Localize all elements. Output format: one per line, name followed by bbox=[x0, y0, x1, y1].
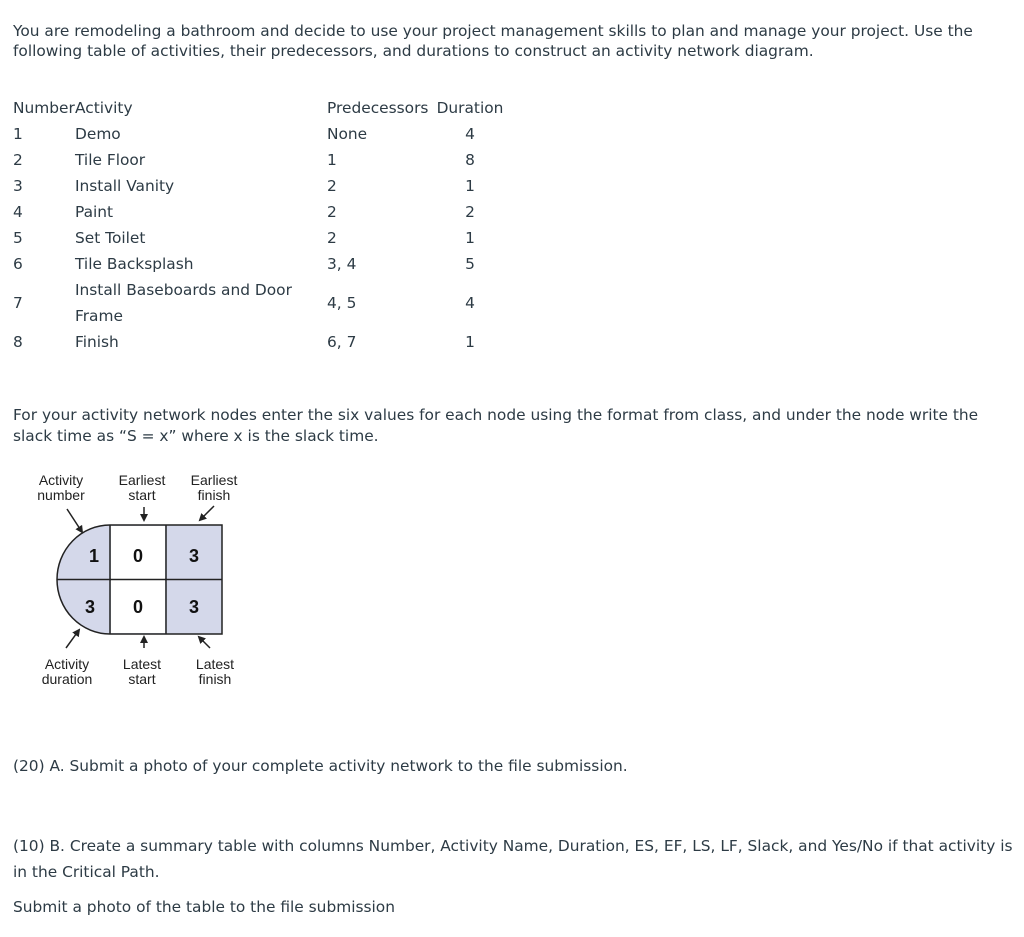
cell-number: 3 bbox=[13, 177, 23, 195]
value-latest-finish: 3 bbox=[188, 597, 200, 617]
cell-activity: Finish bbox=[75, 333, 119, 351]
label-earliest-start: Earliest start bbox=[118, 472, 166, 503]
cell-duration: 1 bbox=[465, 177, 475, 195]
node-format-diagram bbox=[30, 468, 250, 690]
cell-number: 7 bbox=[13, 294, 23, 312]
cell-activity bbox=[75, 277, 327, 329]
cell-activity: Tile Backsplash bbox=[75, 255, 194, 273]
label-earliest-finish: Earliest finish bbox=[190, 472, 238, 503]
cell-duration: 5 bbox=[465, 255, 475, 273]
cell-predecessors: 4, 5 bbox=[327, 294, 357, 312]
cell-activity: Install Vanity bbox=[75, 177, 175, 195]
cell-predecessors: 2 bbox=[327, 177, 337, 195]
header-duration: Duration bbox=[436, 99, 504, 117]
part-b-text: (10) B. Create a summary table with columns Number, Activity Name, Duration, ES, EF, LS, LF, Slack, and Yes/No if that activity is in the Critical Path. bbox=[13, 837, 1013, 881]
arrow-earliest-finish bbox=[200, 506, 214, 520]
cell-predecessors: 2 bbox=[327, 203, 337, 221]
cell-number: 1 bbox=[13, 125, 23, 143]
label-activity-number: Activity number bbox=[37, 472, 85, 503]
value-earliest-start: 0 bbox=[132, 546, 144, 566]
activities-table bbox=[13, 95, 504, 355]
cell-duration: 1 bbox=[465, 229, 475, 247]
value-latest-start: 0 bbox=[132, 597, 144, 617]
cell-activity: Demo bbox=[75, 125, 121, 143]
table-row bbox=[13, 329, 504, 355]
cell-duration: 8 bbox=[465, 151, 475, 169]
cell-predecessors: 6, 7 bbox=[327, 333, 357, 351]
instructions-paragraph: For your activity network nodes enter the six values for each node using the format from class, and under the node write the slack time as “S = x” where x is the slack time. bbox=[13, 406, 979, 445]
table-header-row bbox=[13, 95, 504, 121]
cell-predecessors: 1 bbox=[327, 151, 337, 169]
table-row bbox=[13, 147, 504, 173]
table-row bbox=[13, 121, 504, 147]
header-activity: Activity bbox=[75, 99, 133, 117]
header-number: Number bbox=[13, 99, 75, 117]
table-row bbox=[13, 225, 504, 251]
table-row bbox=[13, 277, 504, 329]
cell-predecessors: 3, 4 bbox=[327, 255, 357, 273]
label-activity-duration: Activity duration bbox=[41, 656, 93, 687]
cell-duration: 4 bbox=[465, 125, 475, 143]
table-row bbox=[13, 173, 504, 199]
activity-text: Install Baseboards and Door Frame bbox=[75, 281, 292, 325]
arrow-activity-number bbox=[67, 509, 82, 532]
cell-activity: Paint bbox=[75, 203, 114, 221]
cell-number: 5 bbox=[13, 229, 23, 247]
cell-activity: Set Toilet bbox=[75, 229, 146, 247]
cell-predecessors: 2 bbox=[327, 229, 337, 247]
cell-activity: Tile Floor bbox=[75, 151, 146, 169]
cell-number: 2 bbox=[13, 151, 23, 169]
label-latest-start: Latest start bbox=[122, 656, 162, 687]
header-predecessors: Predecessors bbox=[327, 99, 429, 117]
arrow-latest-finish bbox=[199, 637, 210, 648]
cell-number: 6 bbox=[13, 255, 23, 273]
arrow-activity-duration bbox=[66, 630, 79, 648]
submit-instruction: Submit a photo of the table to the file submission bbox=[13, 898, 395, 916]
label-latest-finish: Latest finish bbox=[195, 656, 235, 687]
cell-predecessors: None bbox=[327, 125, 368, 143]
table-row bbox=[13, 251, 504, 277]
cell-duration: 2 bbox=[465, 203, 475, 221]
cell-duration: 4 bbox=[465, 294, 475, 312]
part-a-text: (20) A. Submit a photo of your complete activity network to the file submission. bbox=[13, 757, 628, 775]
cell-number: 8 bbox=[13, 333, 23, 351]
value-activity-number: 1 bbox=[88, 546, 99, 566]
cell-duration: 1 bbox=[465, 333, 475, 351]
cell-number: 4 bbox=[13, 203, 23, 221]
table-row bbox=[13, 199, 504, 225]
intro-paragraph: You are remodeling a bathroom and decide to use your project management skills to plan and manage your project. Use the following table of activities, their predecessors, and durations to construct an activity network diagram. bbox=[13, 22, 973, 60]
value-earliest-finish: 3 bbox=[188, 546, 200, 566]
value-activity-duration: 3 bbox=[84, 597, 95, 617]
